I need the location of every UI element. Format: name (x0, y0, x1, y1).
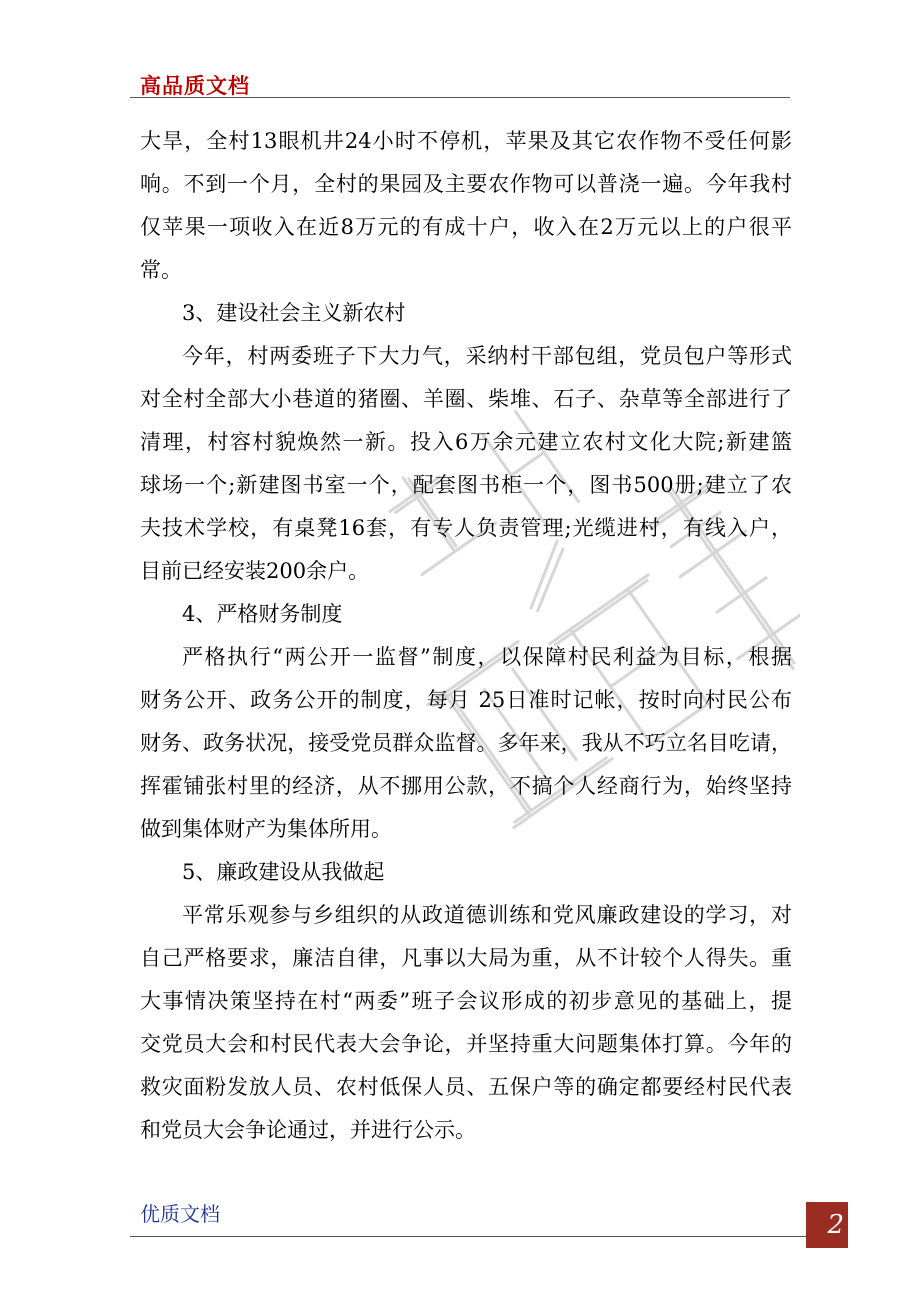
text-line: 今年，村两委班子下大力气，采纳村干部包组，党员包户等形式 (182, 344, 792, 368)
text-line: 救灾面粉发放人员、农村低保人员、五保户等的确定都要经村民代表 (140, 1075, 792, 1099)
text-line: 仅苹果一项收入在近8万元的有成十户，收入在2万元以上的户很平 (140, 215, 792, 239)
text-line: 3、建设社会主义新农村 (182, 301, 406, 325)
text-line: 夫技术学校，有桌凳16套，有专人负责管理;光缆进村，有线入户， (140, 516, 792, 540)
text-line: 球场一个;新建图书室一个，配套图书柜一个，图书500册;建立了农 (140, 473, 792, 497)
text-line: 4、严格财务制度 (182, 602, 343, 626)
text-line: 常。 (140, 258, 182, 282)
text-line: 交党员大会和村民代表大会争论，并坚持重大问题集体打算。今年的 (140, 1032, 792, 1056)
text-line: 对全村全部大小巷道的猪圈、羊圈、柴堆、石子、杂草等全部进行了 (140, 387, 792, 411)
text-line: 自己严格要求，廉洁自律，凡事以大局为重，从不计较个人得失。重 (140, 946, 792, 970)
footer-label: 优质文档 (140, 1202, 220, 1226)
footer-divider (130, 1236, 810, 1237)
page-number-badge: 2 (806, 1202, 848, 1248)
text-line: 严格执行“两公开一监督”制度，以保障村民利益为目标，根据 (182, 645, 792, 669)
text-line: 和党员大会争论通过，并进行公示。 (140, 1118, 476, 1142)
text-line: 目前已经安装200余户。 (140, 559, 370, 583)
header-divider (130, 97, 790, 98)
text-line: 挥霍铺张村里的经济，从不挪用公款，不搞个人经商行为，始终坚持 (140, 774, 792, 798)
text-line: 平常乐观参与乡组织的从政道德训练和党风廉政建设的学习，对 (182, 903, 792, 927)
text-line: 做到集体财产为集体所用。 (140, 817, 392, 841)
text-line: 清理，村容村貌焕然一新。投入6万余元建立农村文化大院;新建篮 (140, 430, 792, 454)
text-line: 财务公开、政务公开的制度，每月 25日准时记帐，按时向村民公布 (140, 688, 792, 712)
text-line: 5、廉政建设从我做起 (182, 860, 385, 884)
document-body (140, 120, 792, 1152)
text-line: 大事情决策坚持在村“两委”班子会议形成的初步意见的基础上，提 (140, 989, 792, 1013)
header-title: 高品质文档 (140, 74, 250, 98)
text-line: 财务、政务状况，接受党员群众监督。多年来，我从不巧立名目吃请， (140, 731, 792, 755)
text-line: 响。不到一个月，全村的果园及主要农作物可以普浇一遍。今年我村 (140, 172, 792, 196)
text-line: 大旱，全村13眼机井24小时不停机，苹果及其它农作物不受任何影 (140, 129, 792, 153)
